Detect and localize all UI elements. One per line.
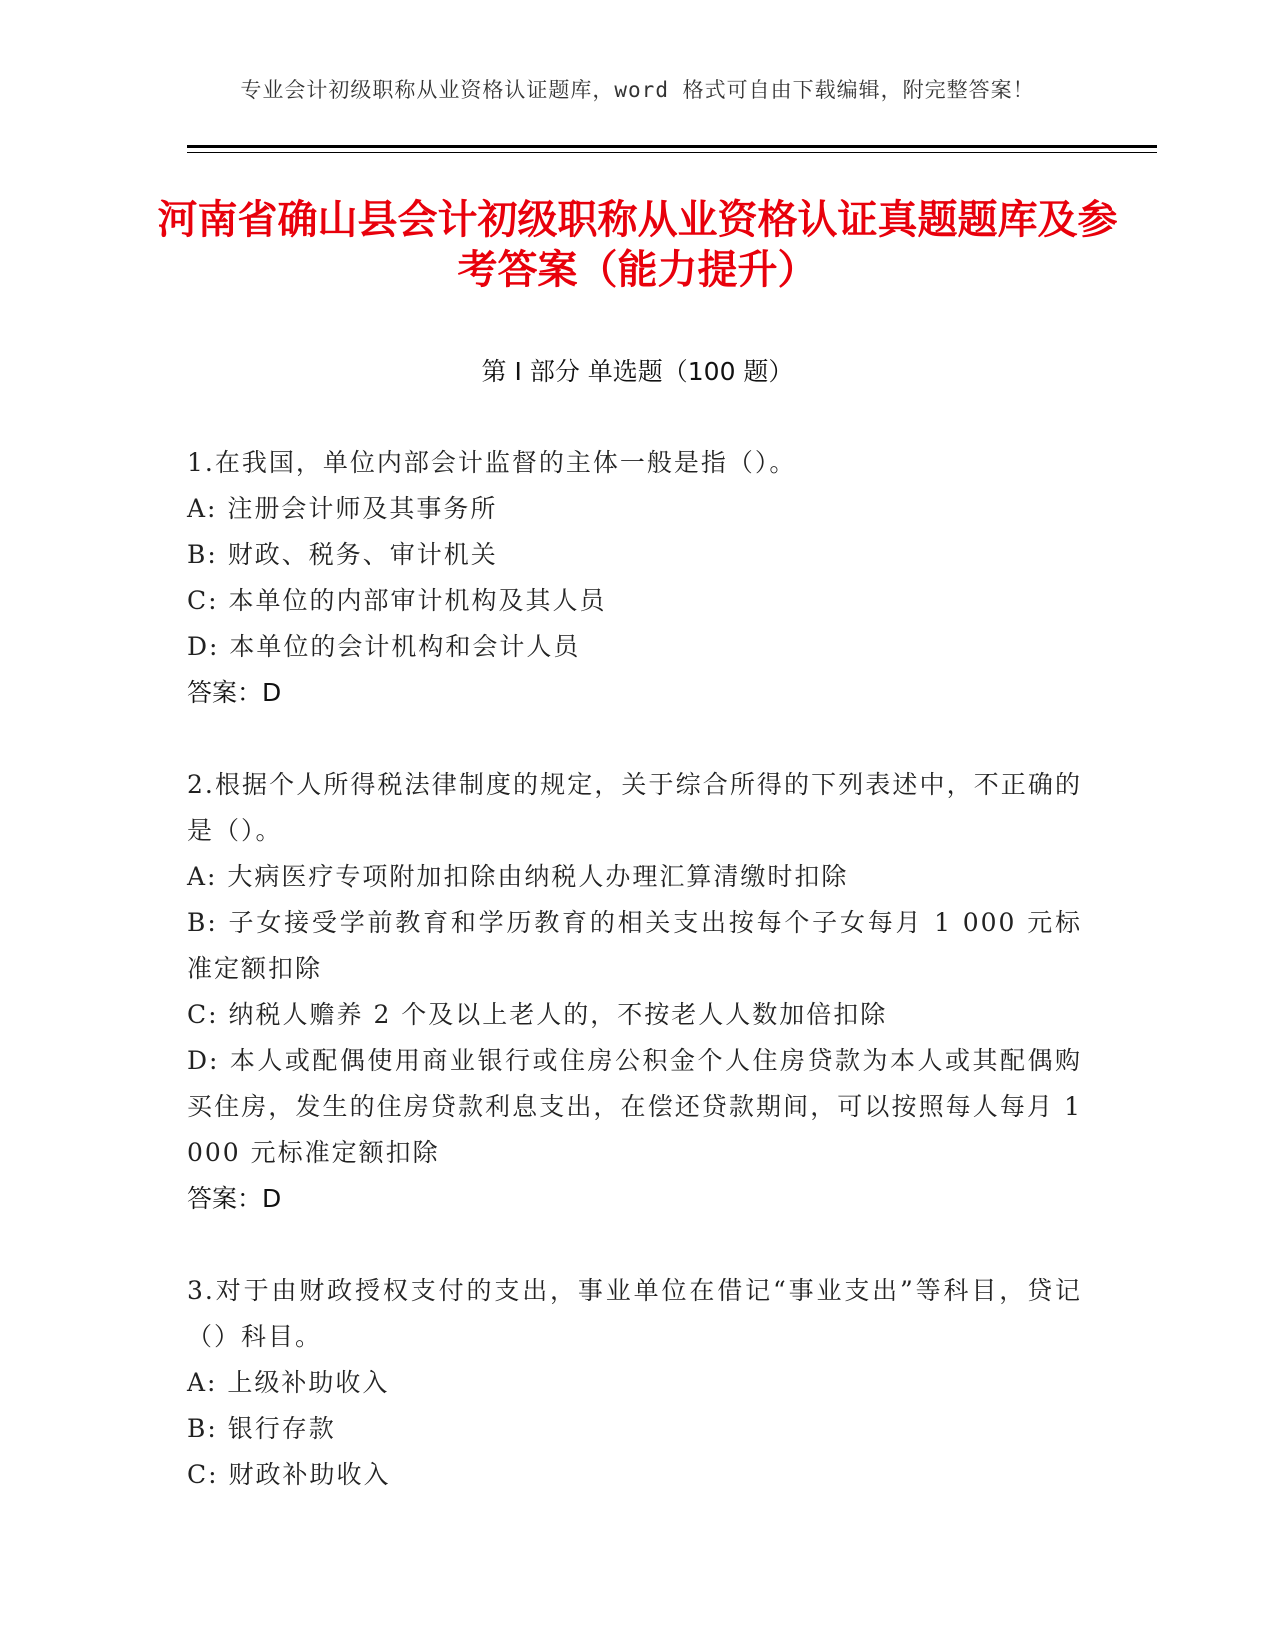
question-1 [187, 440, 1082, 716]
option-c: C: 本单位的内部审计机构及其人员 [187, 586, 607, 615]
question-stem: 1.在我国，单位内部会计监督的主体一般是指（）。 [187, 448, 797, 477]
option-b: B: 子女接受学前教育和学历教育的相关支出按每个子女每月 1 000 元标准定额扣除 [187, 908, 1082, 983]
option-c: C: 财政补助收入 [187, 1460, 391, 1489]
option-a: A: 上级补助收入 [187, 1368, 390, 1397]
option-d: D: 本人或配偶使用商业银行或住房公积金个人住房贷款为本人或其配偶购买住房，发生的住房贷款利息支出，在偿还贷款期间，可以按照每人每月 1 000 元标准定额扣除 [187, 1046, 1082, 1167]
option-c: C: 纳税人赡养 2 个及以上老人的，不按老人人数加倍扣除 [187, 1000, 888, 1029]
question-stem: 3.对于由财政授权支付的支出，事业单位在借记“事业支出”等科目，贷记（）科目。 [187, 1276, 1082, 1351]
header-note: 专业会计初级职称从业资格认证题库，word 格式可自由下载编辑，附完整答案！ [240, 78, 1035, 102]
question-3 [187, 1268, 1082, 1498]
question-stem: 2.根据个人所得税法律制度的规定，关于综合所得的下列表述中，不正确的是（）。 [187, 770, 1082, 845]
section-title: 第 I 部分 单选题（100 题） [481, 357, 794, 386]
option-a: A: 大病医疗专项附加扣除由纳税人办理汇算清缴时扣除 [187, 862, 849, 891]
option-d: D: 本单位的会计机构和会计人员 [187, 632, 581, 661]
question-2 [187, 762, 1082, 1222]
header-rule-thin [187, 152, 1157, 153]
option-b: B: 财政、税务、审计机关 [187, 540, 498, 569]
option-a: A: 注册会计师及其事务所 [187, 494, 498, 523]
answer-label: 答案：D [187, 678, 282, 707]
option-b: B: 银行存款 [187, 1414, 336, 1443]
answer-label: 答案：D [187, 1184, 282, 1213]
question-list [187, 440, 1082, 1544]
document-title: 河南省确山县会计初级职称从业资格认证真题题库及参考答案（能力提升） [157, 197, 1118, 293]
header-rule-thick [187, 145, 1157, 148]
